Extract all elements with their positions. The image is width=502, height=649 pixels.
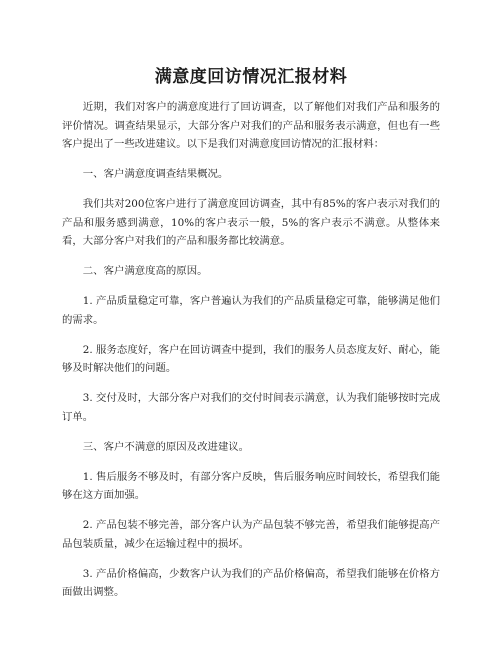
improvement-item-3: 3. 产品价格偏高，少数客户认为我们的产品价格偏高，希望我们能够在价格方面做出调整。 — [62, 567, 440, 598]
document-title: 满意度回访情况汇报材料 — [154, 67, 348, 87]
document-body — [62, 98, 440, 613]
section-heading-1: 一、客户满意度调查结果概况。 — [82, 168, 229, 180]
reason-item-1: 1. 产品质量稳定可靠，客户普遍认为我们的产品质量稳定可靠，能够满足他们的需求。 — [62, 295, 440, 326]
reason-item-3: 3. 交付及时，大部分客户对我们的交付时间表示满意，认为我们能够按时完成订单。 — [62, 392, 440, 423]
improvement-item-2: 2. 产品包装不够完善，部分客户认为产品包装不够完善，希望我们能够提高产品包装质量，减少在运输过程中的损坏。 — [62, 519, 440, 550]
improvement-item-1: 1. 售后服务不够及时，有部分客户反映，售后服务响应时间较长，希望我们能够在这方面加强。 — [62, 470, 440, 501]
reason-item-2: 2. 服务态度好，客户在回访调查中提到，我们的服务人员态度友好、耐心，能够及时解决他们的问题。 — [62, 343, 440, 374]
section-heading-2: 二、客户满意度高的原因。 — [82, 265, 208, 277]
intro-paragraph: 近期，我们对客户的满意度进行了回访调查，以了解他们对我们产品和服务的评价情况。调查结果显示，大部分客户对我们的产品和服务表示满意，但也有一些客户提出了一些改进建议。以下是我们对满意度回访情况的汇报材料： — [62, 101, 440, 150]
survey-summary-paragraph: 我们共对200位客户进行了满意度回访调查，其中有85%的客户表示对我们的产品和服务感到满意，10%的客户表示一般，5%的客户表示不满意。从整体来看，大部分客户对我们的产品和服务都比较满意。 — [62, 198, 440, 247]
section-heading-3: 三、客户不满意的原因及改进建议。 — [82, 440, 250, 453]
